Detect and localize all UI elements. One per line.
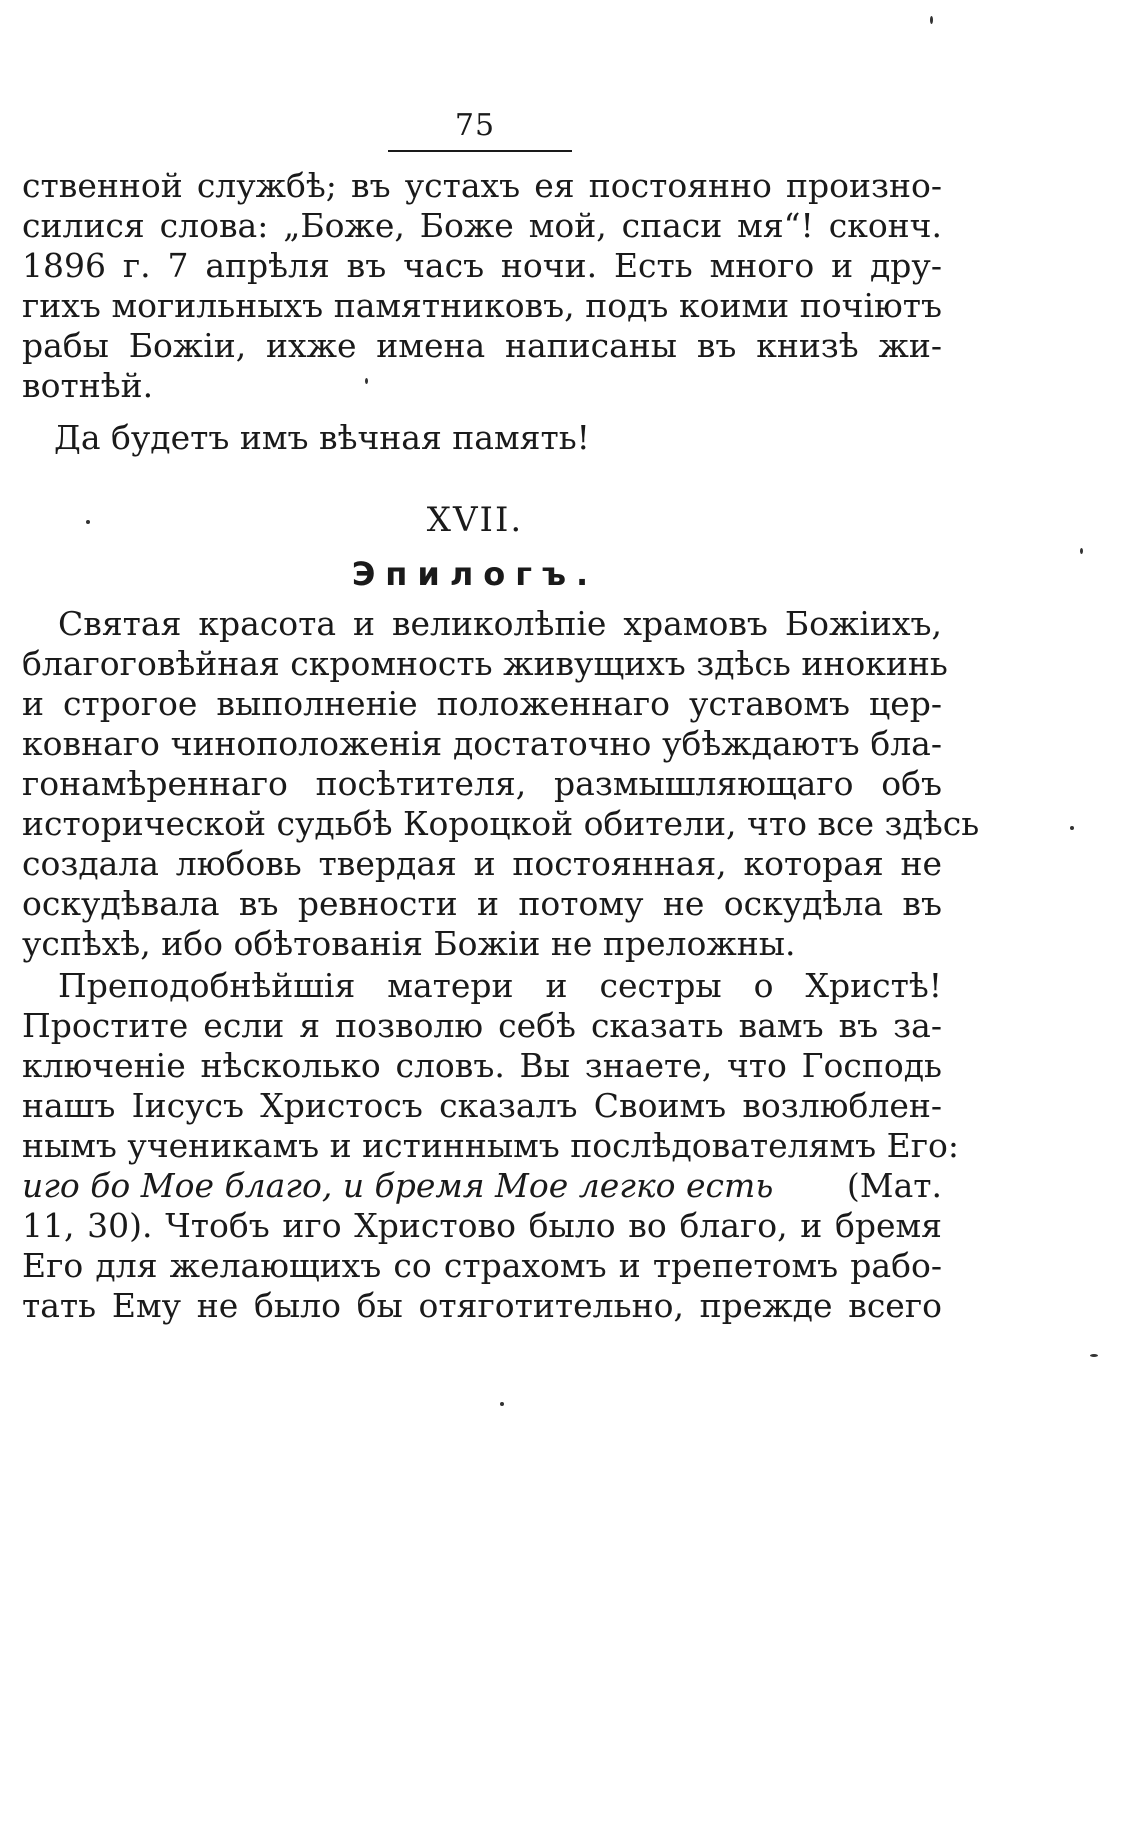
text-line-14: гонамѣреннаго посѣтителя, размышляющаго объ	[22, 764, 942, 803]
chapter-number: XVII.	[426, 500, 524, 540]
text-line-26: Его для желающихъ со страхомъ и трепетомъ рабо-	[22, 1246, 942, 1285]
text-line-4: гихъ могильныхъ памятниковъ, подъ коими почіютъ	[22, 286, 942, 325]
page-number-rule	[388, 150, 572, 152]
text-line-17: оскудѣвала въ ревности и потому не оскудѣла въ	[22, 884, 942, 923]
text-line-21: ключеніе нѣсколько словъ. Вы знаете, что Господь	[22, 1046, 942, 1085]
scan-speck	[500, 1402, 504, 1406]
text-line-16: создала любовь твердая и постоянная, которая не	[22, 844, 942, 883]
scan-speck	[1090, 1354, 1098, 1357]
text-line-11: благоговѣйная скромность живущихъ здѣсь инокинь	[22, 644, 948, 683]
text-line-2: силися слова: „Боже, Боже мой, спаси мя“! сконч.	[22, 206, 942, 245]
text-line-3: 1896 г. 7 апрѣля въ часъ ночи. Есть много и дру-	[22, 246, 942, 285]
scripture-quote: иго бо Мое благо, и бремя Мое легко есть	[22, 1166, 774, 1205]
text-line-7: Да будетъ имъ вѣчная память!	[54, 418, 590, 457]
text-line-24	[22, 1166, 942, 1206]
page-number: 75	[454, 108, 496, 143]
text-line-1: ственной службѣ; въ устахъ ея постоянно произно-	[22, 166, 942, 205]
text-line-12: и строгое выполненіе положеннаго уставомъ цер-	[22, 684, 942, 723]
scan-speck	[930, 16, 933, 24]
text-line-27: тать Ему не было бы отяготительно, прежде всего	[22, 1286, 942, 1325]
scan-speck	[1070, 826, 1074, 830]
text-line-5: рабы Божіи, ихже имена написаны въ книзѣ жи-	[22, 326, 942, 365]
scan-speck	[86, 520, 90, 524]
text-line-6: вотнѣй.	[22, 366, 154, 405]
text-line-22: нашъ Іисусъ Христосъ сказалъ Своимъ возлюблен-	[22, 1086, 942, 1125]
chapter-title: Эпилогъ.	[351, 555, 599, 593]
text-line-19: Преподобнѣйшія матери и сестры о Христѣ!	[58, 966, 942, 1005]
text-line-23: нымъ ученикамъ и истиннымъ послѣдователямъ Его:	[22, 1126, 959, 1165]
text-line-13: ковнаго чиноположенія достаточно убѣждаютъ бла-	[22, 724, 942, 763]
text-line-20: Простите если я позволю себѣ сказать вамъ въ за-	[22, 1006, 942, 1045]
text-line-15: исторической судьбѣ Короцкой обители, что все здѣсь	[22, 804, 980, 843]
text-line-18: успѣхѣ, ибо обѣтованія Божіи не преложны.	[22, 924, 796, 963]
scan-speck	[365, 378, 368, 384]
scan-speck	[1080, 548, 1083, 554]
text-line-10: Святая красота и великолѣпіе храмовъ Божіихъ,	[58, 604, 942, 643]
text-line-25: 11, 30). Чтобъ иго Христово было во благо, и бремя	[22, 1206, 942, 1245]
scripture-reference: (Мат.	[846, 1166, 942, 1205]
